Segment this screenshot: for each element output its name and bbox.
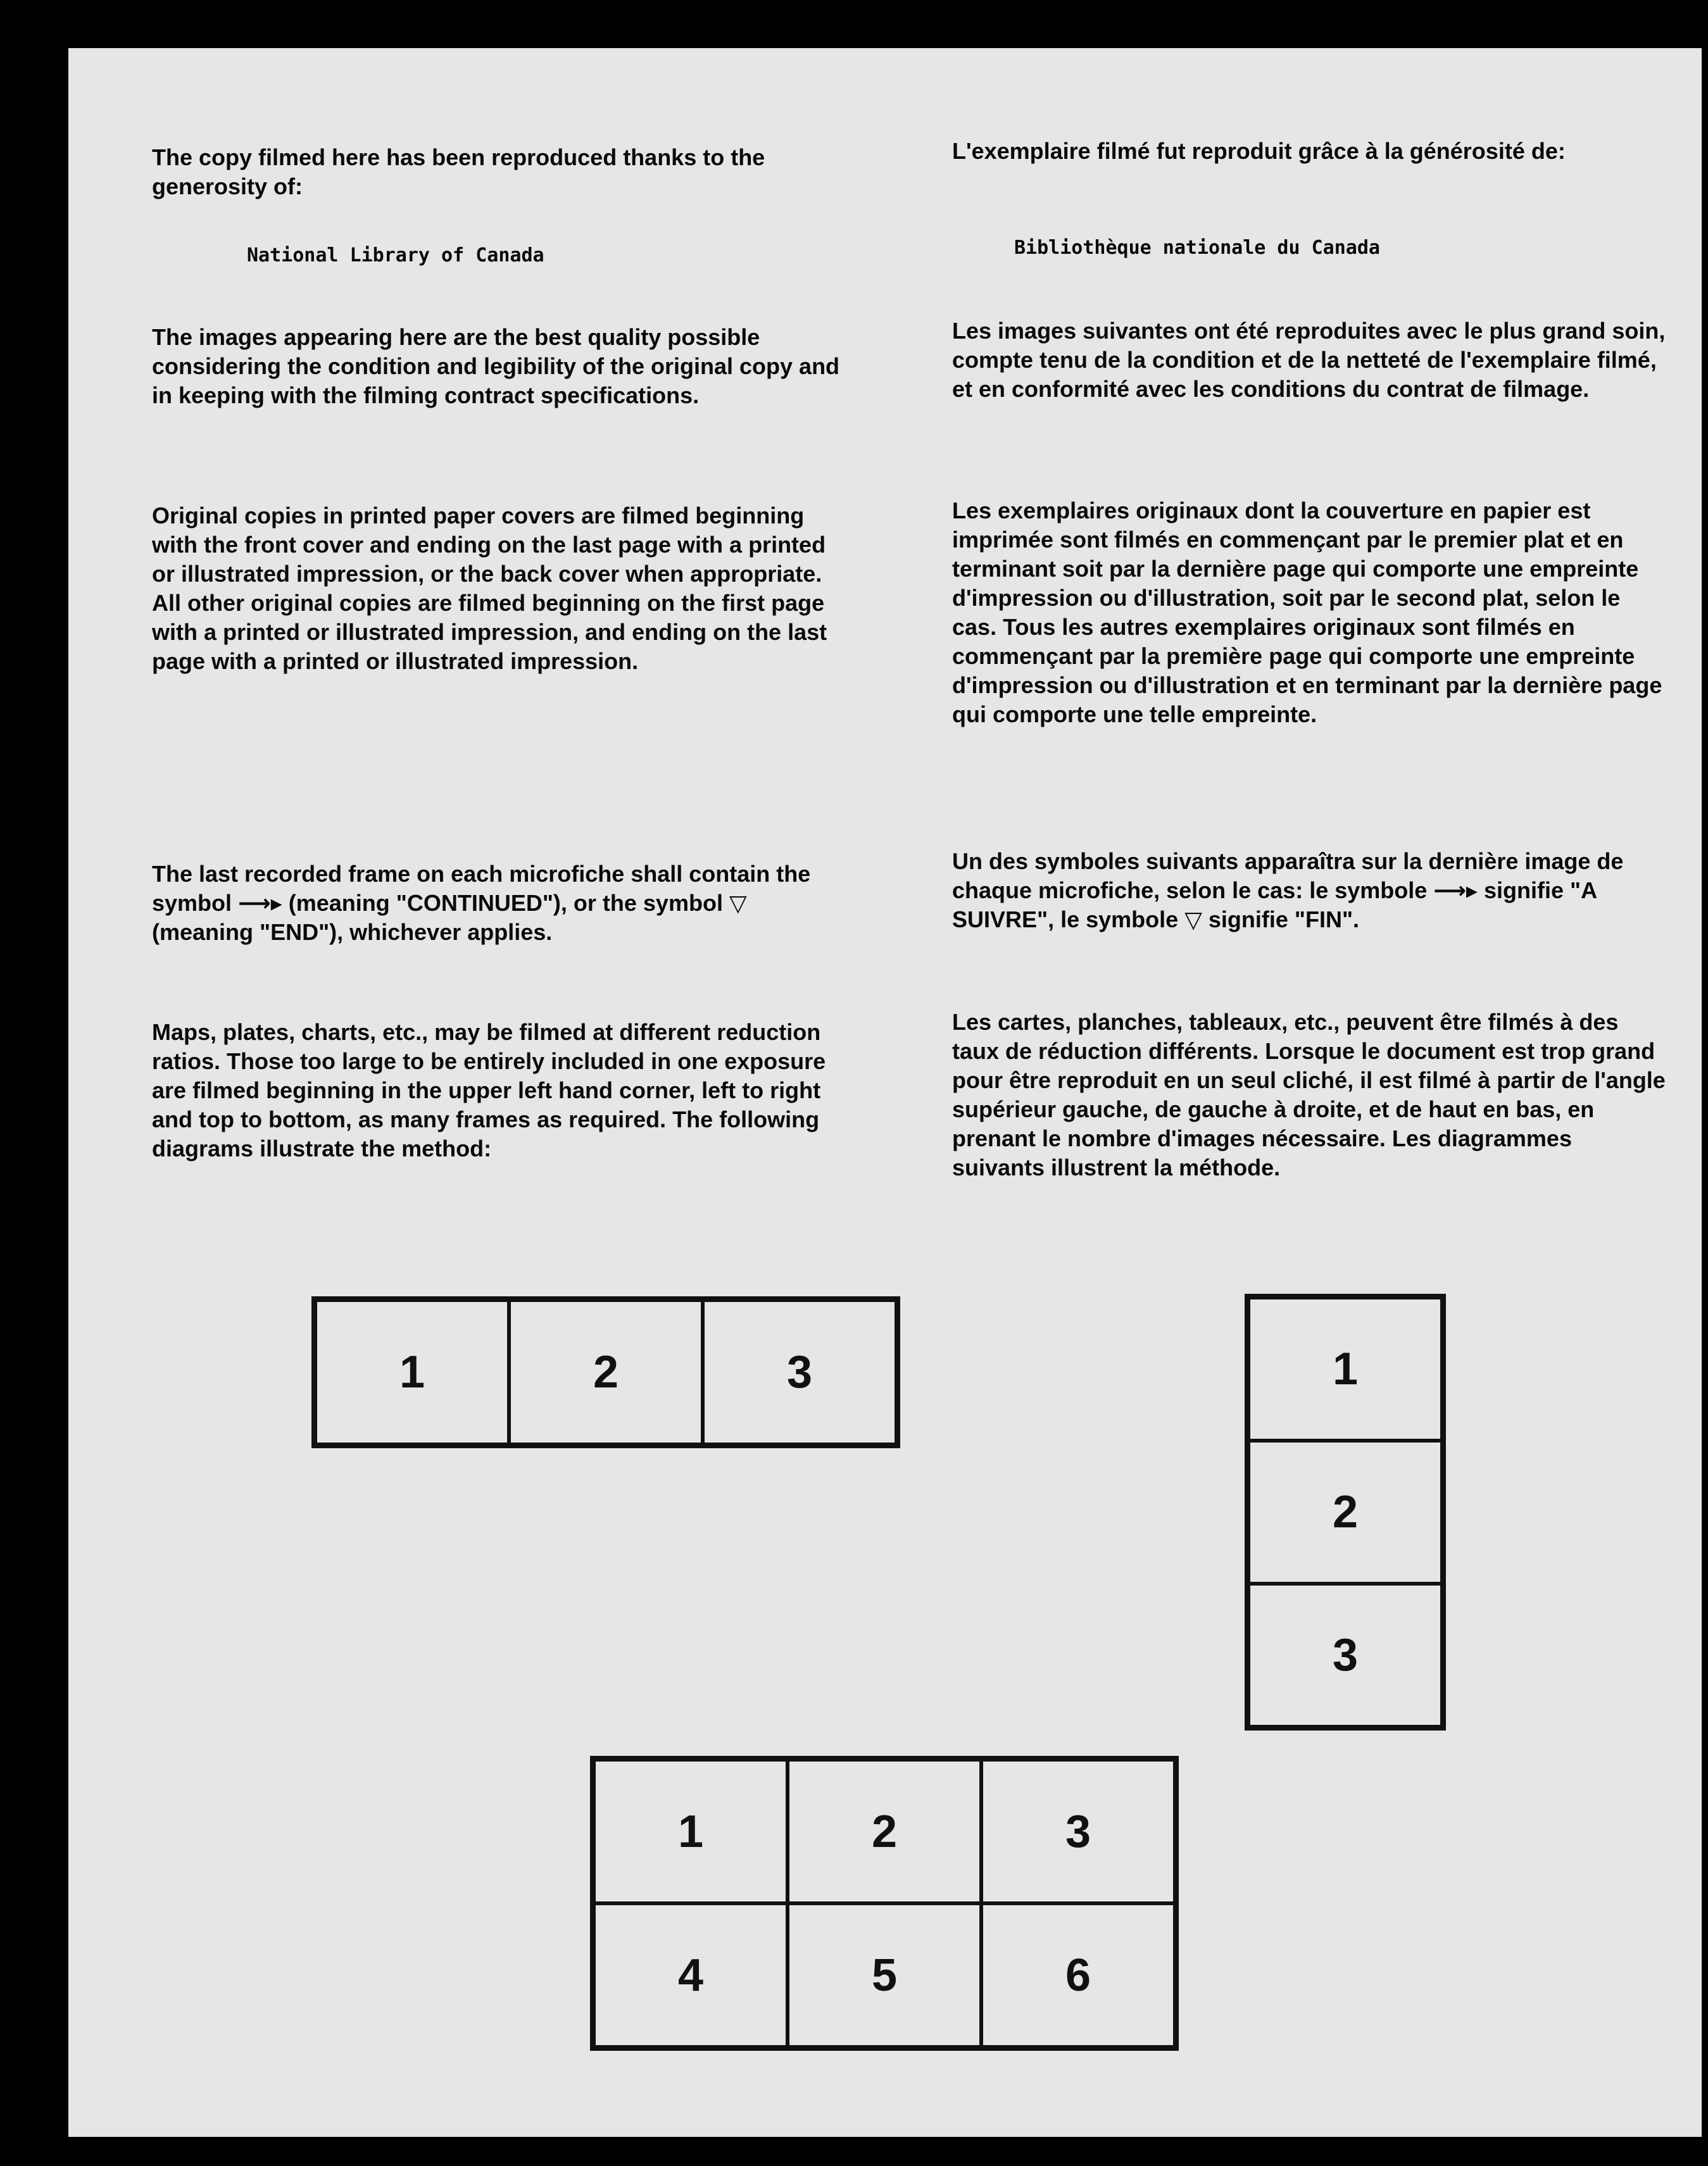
english-intro: The copy filmed here has been reproduced thanks to the generosity of: bbox=[152, 144, 765, 199]
french-quality-paragraph: Les images suivantes ont été reproduites avec le plus grand soin, compte tenu de la condition et de la netteté de l'exemplaire filmé, et en conformité avec les conditions du contrat de filmage. bbox=[952, 318, 1666, 402]
frame-cell: 3 bbox=[703, 1300, 896, 1444]
english-symbols-paragraph bbox=[152, 860, 848, 947]
french-covers-paragraph: Les exemplaires originaux dont la couverture en papier est imprimée sont filmés en commençant par le premier plat et en terminant soit par la dernière page qui comporte une empreinte d'impression ou d'illustration, soit par le second plat, selon le cas. Tous les autres exemplaires originaux sont filmés en commençant par la première page qui comporte une empreinte d'impression ou d'illustration et en terminant par la dernière page qui comporte une telle empreinte. bbox=[952, 498, 1662, 727]
frame-cell: 1 bbox=[315, 1300, 509, 1444]
microfiche-target-sheet bbox=[68, 48, 1702, 2137]
french-maps-paragraph: Les cartes, planches, tableaux, etc., peuvent être filmés à des taux de réduction différents. Lorsque le document est trop grand pour être reproduit en un seul cliché, il est filmé à partir de l'angle supérieur gauche, de gauche à droite, et de haut en bas, en prenant le nombre d'images nécessaire. Les diagrammes suivants illustrent la méthode. bbox=[952, 1009, 1666, 1180]
continued-arrow-icon: ⟶▸ bbox=[1433, 877, 1478, 903]
frame-cell: 4 bbox=[594, 1903, 788, 2047]
frame-cell: 5 bbox=[788, 1903, 981, 2047]
frame-cell: 2 bbox=[788, 1760, 981, 1903]
english-covers-paragraph: Original copies in printed paper covers are filmed beginning with the front cover and ending on the last page with a printed or illustrated impression, or the back cover when appropriate. All other original copies are filmed beginning on the first page with a printed or illustrated impression, and ending on the last page with a printed or illustrated impression. bbox=[152, 503, 827, 674]
frame-cell: 6 bbox=[981, 1903, 1175, 2047]
frame-cell: 3 bbox=[1248, 1584, 1442, 1727]
frame-cell: 2 bbox=[509, 1300, 703, 1444]
french-symbols-text-c: signifie "FIN". bbox=[1208, 906, 1360, 932]
french-library-name: Bibliothèque nationale du Canada bbox=[1014, 237, 1380, 259]
english-symbols-text-c: (meaning "END"), whichever applies. bbox=[152, 919, 553, 945]
english-symbols-text-b: (meaning "CONTINUED"), or the symbol bbox=[288, 890, 723, 916]
french-intro: L'exemplaire filmé fut reproduit grâce à la générosité de: bbox=[952, 138, 1566, 164]
vertical-three-frame-diagram bbox=[1245, 1294, 1446, 1731]
french-symbols-text-b: signifie "A SUIVRE", le symbole bbox=[952, 877, 1597, 932]
frame-cell: 1 bbox=[594, 1760, 788, 1903]
continued-arrow-icon: ⟶▸ bbox=[238, 890, 282, 916]
end-triangle-icon: ▽ bbox=[1184, 906, 1202, 932]
english-symbols-text-a: The last recorded frame on each microfiche shall contain the symbol bbox=[152, 861, 811, 916]
french-symbols-text-a: Un des symboles suivants apparaîtra sur la dernière image de chaque microfiche, selon le cas: le symbole bbox=[952, 848, 1624, 903]
french-symbols-paragraph bbox=[952, 847, 1667, 934]
six-frame-grid-diagram bbox=[590, 1756, 1179, 2051]
english-library-name: National Library of Canada bbox=[247, 244, 544, 266]
english-maps-paragraph: Maps, plates, charts, etc., may be filmed at different reduction ratios. Those too large to be entirely included in one exposure are filmed beginning in the upper left hand corner, left to right and top to bottom, as many frames as required. The following diagrams illustrate the method: bbox=[152, 1019, 826, 1161]
frame-cell: 3 bbox=[981, 1760, 1175, 1903]
frame-cell: 1 bbox=[1248, 1298, 1442, 1441]
end-triangle-icon: ▽ bbox=[729, 890, 747, 916]
english-quality-paragraph: The images appearing here are the best quality possible considering the condition and legibility of the original copy and in keeping with the filming contract specifications. bbox=[152, 324, 840, 408]
frame-cell: 2 bbox=[1248, 1441, 1442, 1584]
horizontal-three-frame-diagram bbox=[311, 1296, 900, 1448]
